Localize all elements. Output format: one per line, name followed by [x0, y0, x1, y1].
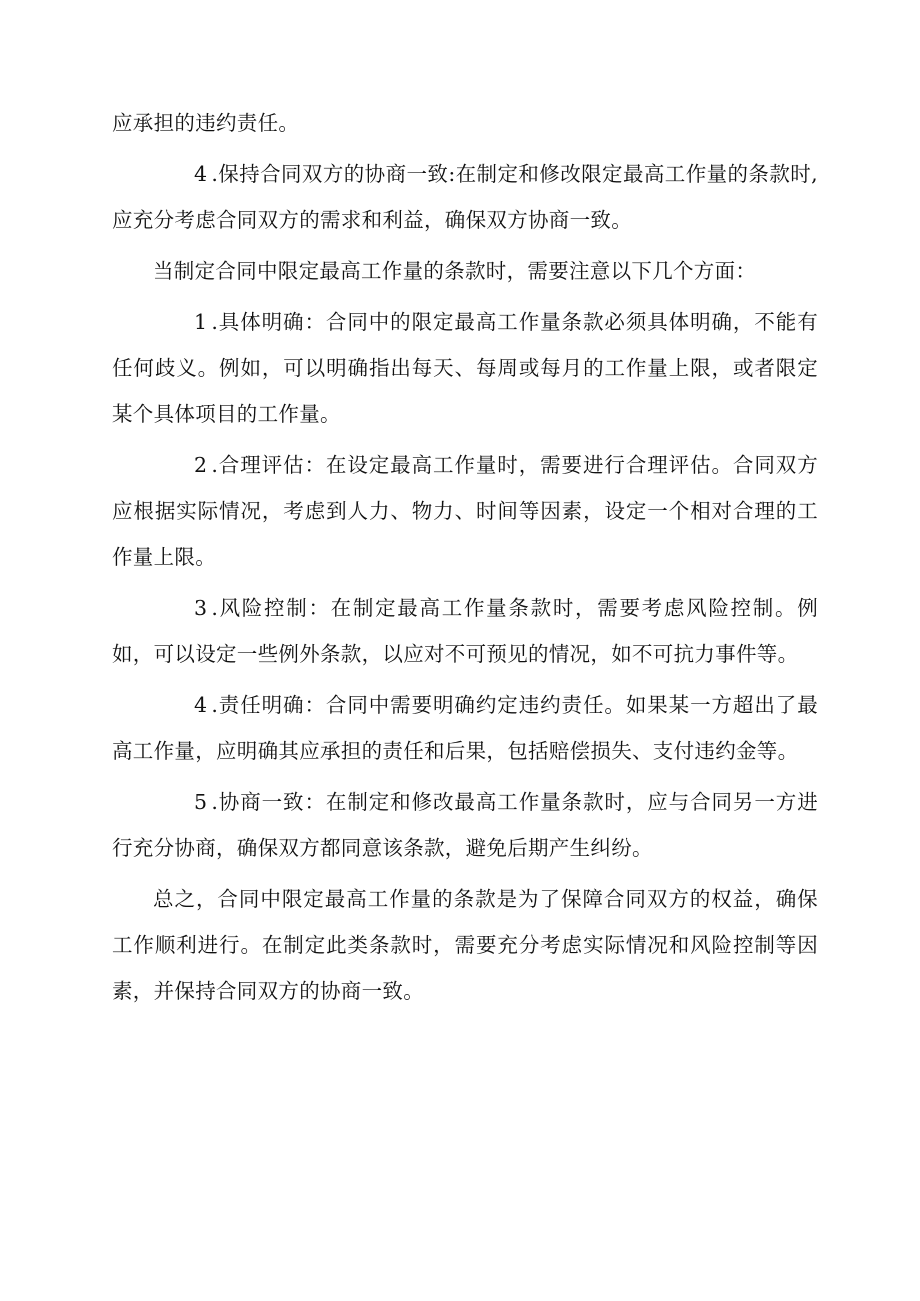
paragraph-item-5-negotiation	[112, 779, 818, 871]
paragraph-item-4-liability	[112, 682, 818, 774]
paragraph-item-1-specific	[112, 299, 818, 437]
paragraph-text: .保持合同双方的协商一致:在制定和修改限定最高工作量的条款时,应充分考虑合同双方的需求和利益，确保双方协商一致。	[112, 162, 818, 232]
paragraph-conclusion	[112, 876, 818, 1014]
paragraph-text: 总之，合同中限定最高工作量的条款是为了保障合同双方的权益，确保工作顺利进行。在制定此类条款时，需要充分考虑实际情况和风险控制等因素，并保持合同双方的协商一致。	[112, 887, 818, 1003]
item-number: 5	[194, 790, 208, 814]
paragraph-text: .风险控制：在制定最高工作量条款时，需要考虑风险控制。例如，可以设定一些例外条款，以应对不可预见的情况，如不可抗力事件等。	[112, 596, 818, 666]
paragraph-continuation	[112, 100, 818, 146]
item-number: 3	[194, 596, 208, 620]
paragraph-text: .协商一致：在制定和修改最高工作量条款时，应与合同另一方进行充分协商，确保双方都同意该条款，避免后期产生纠纷。	[112, 790, 818, 860]
item-number: 2	[194, 453, 208, 477]
item-number: 4	[194, 693, 208, 717]
paragraph-item-4-consensus	[112, 151, 818, 243]
paragraph-text: 当制定合同中限定最高工作量的条款时，需要注意以下几个方面：	[153, 259, 757, 283]
item-number: 4	[194, 162, 208, 186]
paragraph-text: 应承担的违约责任。	[112, 111, 300, 135]
paragraph-intro	[112, 248, 818, 294]
paragraph-text: .责任明确：合同中需要明确约定违约责任。如果某一方超出了最高工作量，应明确其应承担的责任和后果，包括赔偿损失、支付违约金等。	[112, 693, 818, 763]
paragraph-text: .合理评估：在设定最高工作量时，需要进行合理评估。合同双方应根据实际情况，考虑到人力、物力、时间等因素，设定一个相对合理的工作量上限。	[112, 453, 818, 569]
paragraph-text: .具体明确：合同中的限定最高工作量条款必须具体明确，不能有任何歧义。例如，可以明确指出每天、每周或每月的工作量上限，或者限定某个具体项目的工作量。	[112, 310, 818, 426]
item-number: 1	[194, 310, 208, 334]
document-page	[112, 100, 818, 1019]
paragraph-item-3-risk	[112, 585, 818, 677]
paragraph-item-2-assessment	[112, 442, 818, 580]
